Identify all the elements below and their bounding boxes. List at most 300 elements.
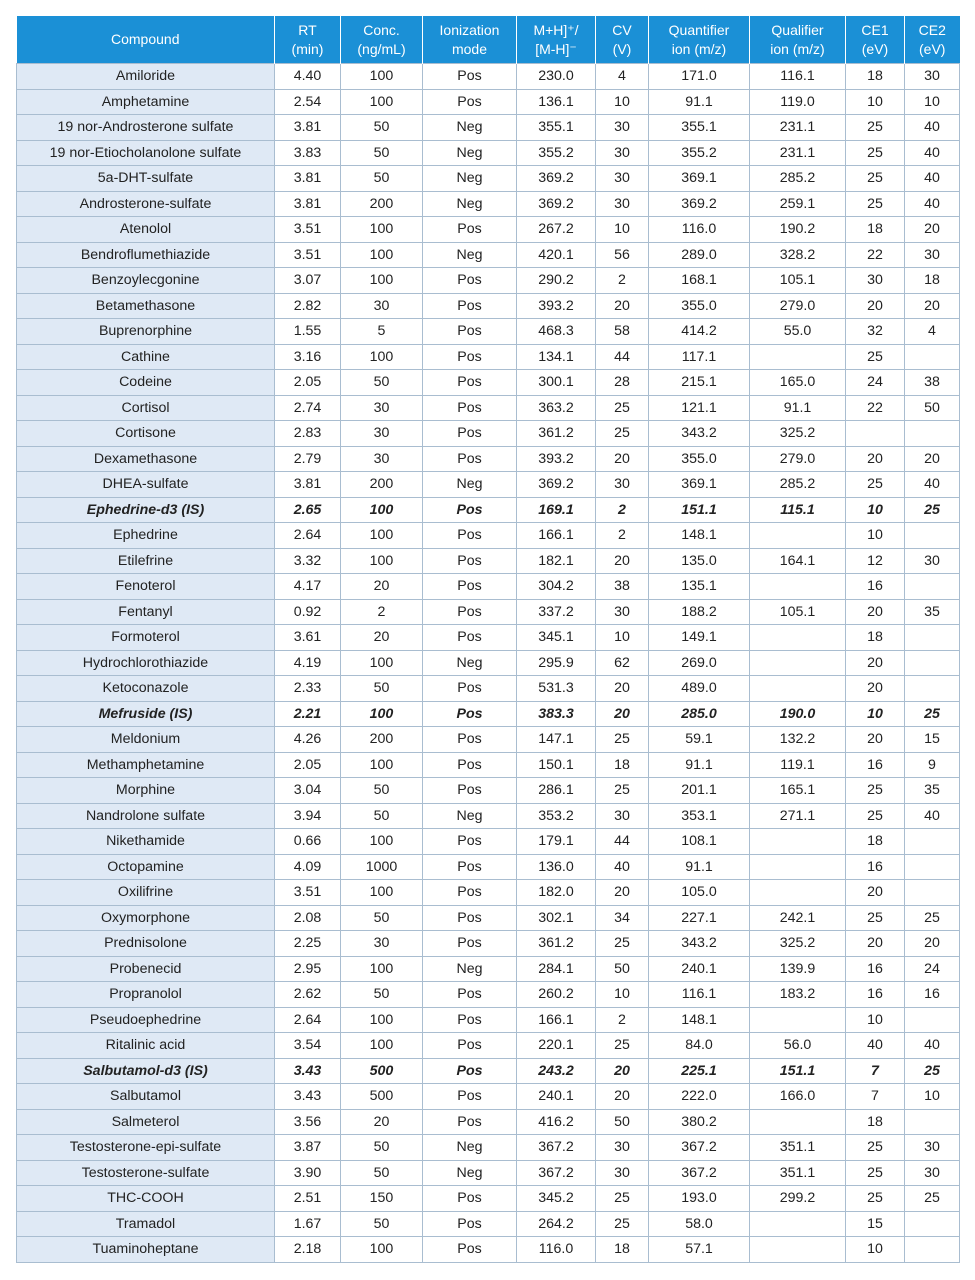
cell-ce1: 25 [846,803,905,829]
cell-ce1: 25 [846,472,905,498]
cell-quantifier-ion: 355.1 [649,115,750,141]
cell-ce1: 10 [846,523,905,549]
cell-qualifier-ion: 183.2 [750,982,846,1008]
cell-precursor-ion: 295.9 [517,650,596,676]
cell-quantifier-ion: 201.1 [649,778,750,804]
cell-compound: Testosterone-sulfate [17,1160,275,1186]
cell-ce2: 50 [905,395,960,421]
cell-rt: 2.18 [275,1237,341,1263]
cell-ionization-mode: Pos [423,1211,517,1237]
cell-compound: Meldonium [17,727,275,753]
cell-qualifier-ion: 231.1 [750,115,846,141]
cell-ionization-mode: Pos [423,701,517,727]
cell-ce1: 16 [846,752,905,778]
cell-ce1: 25 [846,1135,905,1161]
column-header-line2: (ng/mL) [357,40,406,57]
cell-ionization-mode: Pos [423,1186,517,1212]
cell-conc: 30 [341,931,423,957]
cell-cv: 58 [596,319,649,345]
cell-conc: 100 [341,1033,423,1059]
cell-precursor-ion: 264.2 [517,1211,596,1237]
cell-qualifier-ion: 285.2 [750,166,846,192]
cell-qualifier-ion: 351.1 [750,1135,846,1161]
cell-precursor-ion: 290.2 [517,268,596,294]
cell-ce1: 7 [846,1058,905,1084]
cell-conc: 100 [341,64,423,90]
cell-ce2: 25 [905,1058,960,1084]
cell-ce2: 20 [905,446,960,472]
cell-ce1: 25 [846,778,905,804]
cell-precursor-ion: 136.1 [517,89,596,115]
cell-cv: 20 [596,293,649,319]
cell-cv: 25 [596,1186,649,1212]
cell-ce2 [905,523,960,549]
column-header-rt [275,16,341,64]
cell-cv: 2 [596,268,649,294]
cell-ce1: 18 [846,829,905,855]
column-header-line1: Qualifier [771,21,824,38]
cell-ce2 [905,650,960,676]
cell-precursor-ion: 260.2 [517,982,596,1008]
cell-qualifier-ion: 119.0 [750,89,846,115]
cell-ce1: 18 [846,625,905,651]
cell-cv: 20 [596,1058,649,1084]
cell-conc: 100 [341,752,423,778]
cell-conc: 1000 [341,854,423,880]
cell-precursor-ion: 243.2 [517,1058,596,1084]
cell-conc: 150 [341,1186,423,1212]
column-header-line1: Conc. [363,21,400,38]
cell-ce1: 20 [846,293,905,319]
cell-qualifier-ion [750,854,846,880]
table-row [17,191,960,217]
cell-cv: 30 [596,472,649,498]
table-body [17,64,960,1263]
cell-rt: 2.33 [275,676,341,702]
cell-conc: 100 [341,523,423,549]
cell-ce2: 16 [905,982,960,1008]
cell-qualifier-ion: 259.1 [750,191,846,217]
cell-qualifier-ion [750,880,846,906]
cell-precursor-ion: 345.2 [517,1186,596,1212]
cell-quantifier-ion: 57.1 [649,1237,750,1263]
cell-precursor-ion: 267.2 [517,217,596,243]
cell-conc: 20 [341,625,423,651]
cell-compound: Codeine [17,370,275,396]
cell-qualifier-ion: 91.1 [750,395,846,421]
cell-ionization-mode: Pos [423,217,517,243]
cell-qualifier-ion [750,650,846,676]
table-row-internal-standard [17,701,960,727]
cell-ce1: 40 [846,1033,905,1059]
cell-conc: 5 [341,319,423,345]
cell-cv: 25 [596,395,649,421]
cell-ionization-mode: Neg [423,140,517,166]
cell-ce2: 4 [905,319,960,345]
cell-conc: 100 [341,497,423,523]
cell-ce2: 40 [905,1033,960,1059]
cell-ce2 [905,574,960,600]
compound-parameters-table [16,16,960,1263]
cell-precursor-ion: 147.1 [517,727,596,753]
cell-quantifier-ion: 116.1 [649,982,750,1008]
table-row [17,676,960,702]
cell-conc: 50 [341,370,423,396]
cell-quantifier-ion: 84.0 [649,1033,750,1059]
cell-compound: Hydrochlorothiazide [17,650,275,676]
cell-rt: 2.21 [275,701,341,727]
cell-quantifier-ion: 225.1 [649,1058,750,1084]
table-row-internal-standard [17,497,960,523]
cell-compound: Pseudoephedrine [17,1007,275,1033]
cell-qualifier-ion: 351.1 [750,1160,846,1186]
cell-quantifier-ion: 215.1 [649,370,750,396]
cell-qualifier-ion: 271.1 [750,803,846,829]
cell-compound: Propranolol [17,982,275,1008]
cell-ce2 [905,1007,960,1033]
cell-conc: 100 [341,548,423,574]
cell-ionization-mode: Pos [423,625,517,651]
table-row [17,1135,960,1161]
table-row [17,1109,960,1135]
cell-rt: 3.83 [275,140,341,166]
column-header-line1: Quantifier [668,21,730,38]
cell-precursor-ion: 361.2 [517,931,596,957]
cell-rt: 3.54 [275,1033,341,1059]
cell-compound: Morphine [17,778,275,804]
cell-ionization-mode: Pos [423,778,517,804]
cell-ionization-mode: Neg [423,166,517,192]
cell-cv: 30 [596,803,649,829]
cell-rt: 2.05 [275,752,341,778]
cell-compound: Mefruside (IS) [17,701,275,727]
compound-table-container [16,16,959,1263]
cell-ce2 [905,880,960,906]
cell-precursor-ion: 363.2 [517,395,596,421]
cell-ce2 [905,1109,960,1135]
cell-ionization-mode: Neg [423,650,517,676]
column-header-line2: ion (m/z) [671,40,727,57]
table-row [17,395,960,421]
cell-rt: 3.81 [275,191,341,217]
cell-ionization-mode: Neg [423,472,517,498]
cell-precursor-ion: 468.3 [517,319,596,345]
cell-qualifier-ion: 325.2 [750,931,846,957]
cell-cv: 44 [596,829,649,855]
cell-conc: 50 [341,1135,423,1161]
table-row [17,217,960,243]
table-row [17,778,960,804]
cell-ce1: 18 [846,217,905,243]
cell-rt: 2.79 [275,446,341,472]
cell-quantifier-ion: 343.2 [649,421,750,447]
cell-ce2: 30 [905,242,960,268]
table-row [17,574,960,600]
cell-ionization-mode: Pos [423,854,517,880]
cell-rt: 2.65 [275,497,341,523]
cell-quantifier-ion: 380.2 [649,1109,750,1135]
cell-ce2: 9 [905,752,960,778]
cell-ionization-mode: Pos [423,931,517,957]
cell-conc: 100 [341,344,423,370]
cell-rt: 3.07 [275,268,341,294]
cell-qualifier-ion: 164.1 [750,548,846,574]
cell-conc: 50 [341,115,423,141]
cell-qualifier-ion [750,625,846,651]
cell-qualifier-ion: 165.1 [750,778,846,804]
cell-qualifier-ion [750,829,846,855]
cell-conc: 30 [341,293,423,319]
cell-compound: 5a-DHT-sulfate [17,166,275,192]
cell-conc: 200 [341,191,423,217]
cell-cv: 30 [596,1135,649,1161]
cell-quantifier-ion: 116.0 [649,217,750,243]
cell-conc: 500 [341,1058,423,1084]
column-header-ce2 [905,16,960,64]
column-header-compound [17,16,275,64]
cell-compound: Oxilifrine [17,880,275,906]
cell-conc: 100 [341,268,423,294]
cell-ionization-mode: Neg [423,956,517,982]
column-header-line1: CV [612,21,632,38]
cell-rt: 2.64 [275,523,341,549]
cell-precursor-ion: 304.2 [517,574,596,600]
table-row [17,803,960,829]
cell-ce2: 40 [905,115,960,141]
cell-compound: Tuaminoheptane [17,1237,275,1263]
cell-ionization-mode: Pos [423,421,517,447]
cell-qualifier-ion: 132.2 [750,727,846,753]
cell-quantifier-ion: 369.1 [649,166,750,192]
cell-conc: 50 [341,803,423,829]
cell-quantifier-ion: 59.1 [649,727,750,753]
cell-compound: Prednisolone [17,931,275,957]
cell-quantifier-ion: 367.2 [649,1135,750,1161]
cell-rt: 4.17 [275,574,341,600]
cell-ionization-mode: Pos [423,293,517,319]
cell-ce1: 20 [846,880,905,906]
cell-ionization-mode: Pos [423,1237,517,1263]
cell-compound: Nikethamide [17,829,275,855]
cell-precursor-ion: 367.2 [517,1160,596,1186]
cell-ce1: 10 [846,89,905,115]
cell-compound: Probenecid [17,956,275,982]
table-row [17,446,960,472]
cell-qualifier-ion: 115.1 [750,497,846,523]
cell-ce2: 30 [905,1160,960,1186]
table-row [17,268,960,294]
cell-ionization-mode: Neg [423,1135,517,1161]
cell-conc: 20 [341,1109,423,1135]
cell-conc: 100 [341,242,423,268]
cell-rt: 3.04 [275,778,341,804]
cell-ce1: 15 [846,1211,905,1237]
cell-ionization-mode: Pos [423,574,517,600]
cell-compound: Dexamethasone [17,446,275,472]
table-row [17,727,960,753]
table-row [17,370,960,396]
column-header-line1: CE2 [918,21,946,38]
cell-compound: Amiloride [17,64,275,90]
cell-ce1: 20 [846,931,905,957]
cell-ionization-mode: Pos [423,548,517,574]
cell-ce1: 18 [846,64,905,90]
column-header-precursor-ion [517,16,596,64]
cell-cv: 28 [596,370,649,396]
cell-ce1: 16 [846,854,905,880]
cell-cv: 38 [596,574,649,600]
column-header-line2: (min) [291,40,324,57]
cell-quantifier-ion: 227.1 [649,905,750,931]
cell-cv: 30 [596,1160,649,1186]
cell-quantifier-ion: 269.0 [649,650,750,676]
cell-cv: 25 [596,1211,649,1237]
cell-ionization-mode: Neg [423,242,517,268]
cell-rt: 3.51 [275,217,341,243]
cell-precursor-ion: 150.1 [517,752,596,778]
cell-quantifier-ion: 168.1 [649,268,750,294]
cell-cv: 10 [596,217,649,243]
table-row [17,905,960,931]
cell-ce1: 25 [846,140,905,166]
cell-compound: THC-COOH [17,1186,275,1212]
cell-precursor-ion: 416.2 [517,1109,596,1135]
cell-compound: Cortisol [17,395,275,421]
cell-precursor-ion: 116.0 [517,1237,596,1263]
column-header-quantifier-ion [649,16,750,64]
cell-compound: Ephedrine-d3 (IS) [17,497,275,523]
cell-precursor-ion: 182.0 [517,880,596,906]
cell-precursor-ion: 393.2 [517,446,596,472]
cell-cv: 10 [596,89,649,115]
column-header-line1: RT [298,21,317,38]
cell-ce1: 25 [846,115,905,141]
cell-ionization-mode: Pos [423,89,517,115]
cell-precursor-ion: 355.1 [517,115,596,141]
cell-cv: 20 [596,676,649,702]
cell-cv: 25 [596,931,649,957]
cell-ionization-mode: Pos [423,395,517,421]
cell-ce2: 25 [905,701,960,727]
cell-conc: 100 [341,650,423,676]
cell-ce2 [905,829,960,855]
cell-quantifier-ion: 58.0 [649,1211,750,1237]
cell-precursor-ion: 531.3 [517,676,596,702]
cell-compound: Salmeterol [17,1109,275,1135]
cell-conc: 50 [341,905,423,931]
table-row [17,472,960,498]
cell-compound: Betamethasone [17,293,275,319]
cell-compound: Fenoterol [17,574,275,600]
cell-conc: 50 [341,1211,423,1237]
cell-qualifier-ion [750,574,846,600]
cell-quantifier-ion: 353.1 [649,803,750,829]
cell-quantifier-ion: 151.1 [649,497,750,523]
cell-quantifier-ion: 222.0 [649,1084,750,1110]
cell-ionization-mode: Pos [423,829,517,855]
cell-quantifier-ion: 289.0 [649,242,750,268]
cell-conc: 100 [341,956,423,982]
cell-rt: 4.19 [275,650,341,676]
cell-quantifier-ion: 489.0 [649,676,750,702]
cell-precursor-ion: 284.1 [517,956,596,982]
cell-qualifier-ion: 139.9 [750,956,846,982]
table-row [17,140,960,166]
cell-qualifier-ion [750,676,846,702]
cell-ionization-mode: Pos [423,344,517,370]
cell-rt: 3.87 [275,1135,341,1161]
cell-ce1: 24 [846,370,905,396]
cell-precursor-ion: 355.2 [517,140,596,166]
table-row [17,1033,960,1059]
cell-qualifier-ion: 105.1 [750,599,846,625]
cell-quantifier-ion: 105.0 [649,880,750,906]
table-row [17,599,960,625]
cell-conc: 30 [341,446,423,472]
cell-compound: Ritalinic acid [17,1033,275,1059]
cell-ce2: 40 [905,191,960,217]
cell-qualifier-ion: 231.1 [750,140,846,166]
cell-quantifier-ion: 149.1 [649,625,750,651]
table-row [17,242,960,268]
cell-ce1: 18 [846,1109,905,1135]
cell-ce1: 32 [846,319,905,345]
cell-ce1: 10 [846,1007,905,1033]
cell-ce1: 7 [846,1084,905,1110]
cell-quantifier-ion: 414.2 [649,319,750,345]
cell-ce1 [846,421,905,447]
cell-rt: 3.43 [275,1084,341,1110]
cell-precursor-ion: 134.1 [517,344,596,370]
cell-cv: 25 [596,1033,649,1059]
cell-compound: Oxymorphone [17,905,275,931]
cell-compound: Formoterol [17,625,275,651]
cell-quantifier-ion: 369.2 [649,191,750,217]
cell-rt: 3.81 [275,472,341,498]
cell-ionization-mode: Pos [423,64,517,90]
table-row [17,956,960,982]
cell-cv: 25 [596,421,649,447]
cell-qualifier-ion [750,1007,846,1033]
cell-ionization-mode: Pos [423,905,517,931]
cell-rt: 3.81 [275,115,341,141]
cell-ce2: 25 [905,1186,960,1212]
cell-compound: Tramadol [17,1211,275,1237]
cell-quantifier-ion: 91.1 [649,854,750,880]
cell-precursor-ion: 220.1 [517,1033,596,1059]
cell-compound: Testosterone-epi-sulfate [17,1135,275,1161]
cell-cv: 30 [596,191,649,217]
cell-compound: Cortisone [17,421,275,447]
cell-ce2: 10 [905,1084,960,1110]
cell-compound: Ketoconazole [17,676,275,702]
cell-precursor-ion: 393.2 [517,293,596,319]
cell-compound: Atenolol [17,217,275,243]
table-row [17,64,960,90]
column-header-conc [341,16,423,64]
cell-ionization-mode: Pos [423,1007,517,1033]
cell-conc: 50 [341,140,423,166]
cell-ce1: 20 [846,650,905,676]
cell-qualifier-ion: 116.1 [750,64,846,90]
cell-ce2: 35 [905,599,960,625]
cell-quantifier-ion: 355.2 [649,140,750,166]
cell-compound: Methamphetamine [17,752,275,778]
table-row [17,931,960,957]
cell-ce2: 25 [905,905,960,931]
cell-cv: 50 [596,1109,649,1135]
cell-compound: Androsterone-sulfate [17,191,275,217]
